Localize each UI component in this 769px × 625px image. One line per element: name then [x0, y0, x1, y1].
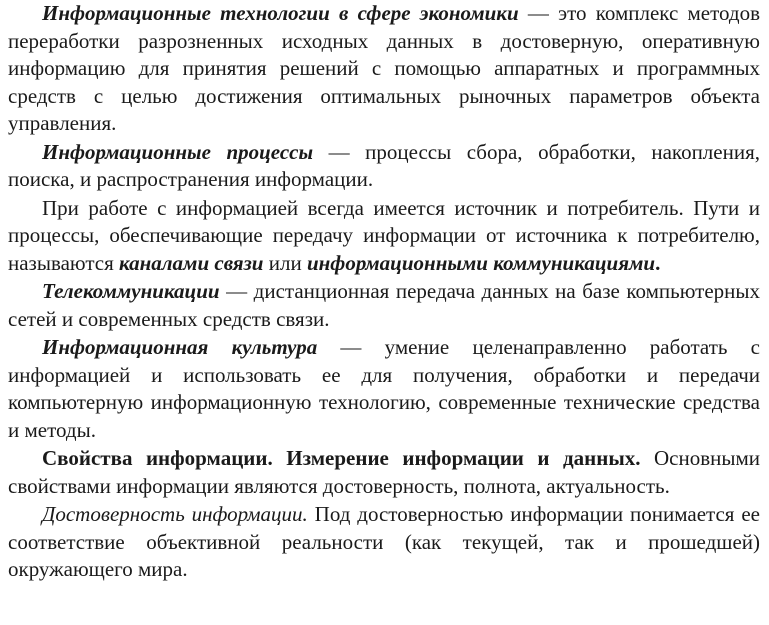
paragraph-telecommunications	[8, 278, 760, 333]
paragraph-text: .	[655, 250, 661, 275]
term-information-communications: информационными коммуникациями	[306, 250, 656, 275]
paragraph-text: — умение целенаправленно работать с информацией и использовать ее для получения, обработки и передачи компьютерную информационную технологию, современные технические средства и методы.	[8, 335, 760, 442]
term-it-in-economics: Информационные технологии в сфере экономики	[42, 1, 519, 25]
term-information-processes: Информационные процессы	[42, 139, 314, 164]
term-telecommunications: Телекоммуникации	[42, 279, 220, 303]
paragraph-text: Под достоверностью информации понимается ее соответствие объективной реальности (как текущей, так и прошедшей) окружающего мира.	[8, 502, 760, 581]
paragraph-information-culture	[8, 334, 760, 444]
paragraph-text: При работе с информацией всегда имеется источник и потребитель. Пути и процессы, обеспечивающие передачу информации от источника к потребителю, называются	[8, 195, 760, 275]
section-heading: Свойства информации. Измерение информации и данных.	[42, 446, 641, 470]
paragraph-text: Основными свойствами информации являются достоверность, полнота, актуальность.	[8, 446, 760, 498]
paragraph-text: или	[263, 250, 307, 275]
term-communication-channels: каналами связи	[119, 250, 264, 275]
paragraph-information-reliability	[8, 501, 760, 584]
paragraph-information-processes	[8, 139, 760, 194]
term-information-culture: Информационная культура	[42, 335, 318, 359]
paragraph-text: — процессы сбора, обработки, накопления, поиска, и распространения информации.	[8, 139, 760, 191]
paragraph-it-in-economics	[8, 0, 760, 138]
paragraph-text: — это комплекс методов переработки разрозненных исходных данных в достоверную, оперативную информацию для принятия решений с помощью аппаратных и программных средств с целью достижения оптимальных рыночных параметров объекта управления.	[8, 1, 761, 135]
paragraph-text: — дистанционная передача данных на базе компьютерных сетей и современных средств связи.	[8, 279, 760, 331]
paragraph-communication-channels	[8, 195, 760, 278]
term-information-reliability: Достоверность информации.	[42, 502, 308, 526]
paragraph-information-properties	[8, 445, 760, 500]
